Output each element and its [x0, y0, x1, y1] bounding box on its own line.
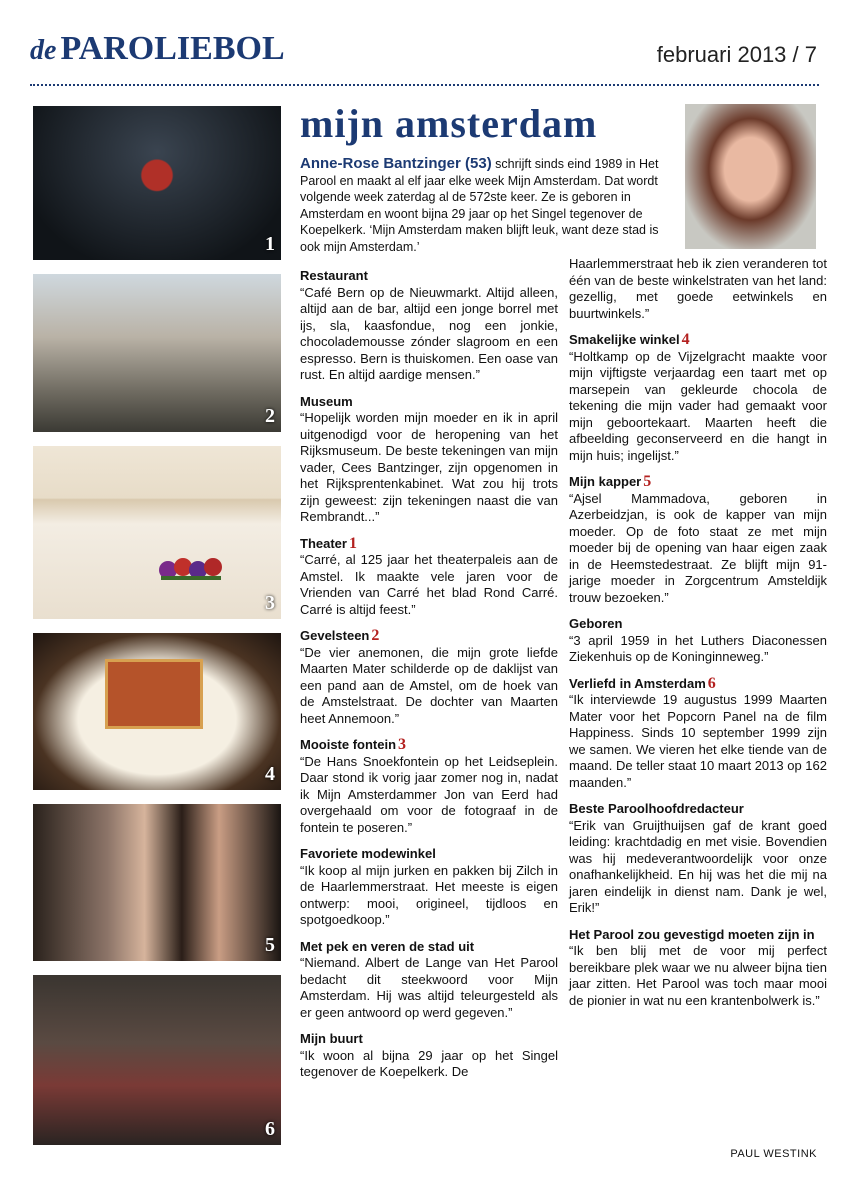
article-title: mijn amsterdam [300, 101, 598, 146]
photo-number: 3 [265, 592, 275, 614]
article-section [569, 801, 827, 917]
photo-cake [33, 633, 281, 790]
section-text: “Ik interviewde 19 augustus 1999 Maarten Mater voor het Popcorn Panel na de film Happiness. Sinds 10 september 1999 zijn we samen. We vieren het elke tiende van de maand. De teller staat 10 maart 2013 op 162 maanden.” [569, 692, 827, 790]
photo-number: 1 [265, 233, 275, 255]
section-text: “De vier anemonen, die mijn grote liefde Maarten Mater schilderde op de daklijst van een pand aan de Amstel, om de hoek van de Amstelstraat. De dochter van Maarten heet Annemoon.” [300, 644, 558, 726]
section-heading [300, 1031, 558, 1048]
article-section [300, 394, 558, 526]
article-section [569, 474, 827, 606]
section-text: “Niemand. Albert de Lange van Het Parool bedacht dit steekwoord voor Mijn Amsterdam. Hij was altijd teleurgesteld als er geen antwoord op werd gegeven.” [300, 955, 558, 1020]
article-intro [300, 156, 670, 255]
article-section [300, 1031, 558, 1081]
photo-fountain [33, 274, 281, 432]
section-photo-number: 6 [707, 674, 716, 692]
section-photo-number: 3 [398, 736, 407, 753]
section-heading-text: Museum [300, 393, 353, 409]
section-text: “Ik woon al bijna 29 jaar op het Singel tegenover de Koepelkerk. De [300, 1047, 558, 1079]
section-heading [569, 927, 827, 944]
section-photo-number: 2 [371, 627, 380, 644]
photo-number: 6 [265, 1118, 275, 1140]
section-text: “Ajsel Mammadova, geboren in Azerbeidzjan, is ook de kapper van mijn moeder. Op de foto staat ze met mijn moeder bij de opening van haar eigen zaak in de Heemstedestraat. Ze blijft mijn 91-jarige moeder in Zorgcentrum Amsteldijk trouw bezoeken.” [569, 490, 827, 605]
section-heading-text: Met pek en veren de stad uit [300, 938, 475, 954]
section-heading [300, 939, 558, 956]
intro-lead: Anne-Rose Bantzinger (53) [300, 155, 492, 172]
section-heading [300, 536, 558, 553]
section-heading-text: Het Parool zou gevestigd moeten zijn in [569, 926, 815, 942]
article-section [300, 737, 558, 836]
photo-number: 2 [265, 405, 275, 427]
photo-hairdresser [33, 804, 281, 961]
article-section [569, 256, 827, 322]
section-heading-text: Mijn buurt [300, 1031, 363, 1046]
photo-gevelsteen [33, 446, 281, 619]
photo-column [33, 106, 281, 1159]
section-heading [300, 628, 558, 645]
masthead-name: PAROLIEBOL [60, 30, 285, 67]
page-label: februari 2013 / 7 [656, 42, 817, 67]
section-heading [300, 737, 558, 754]
section-heading [569, 676, 827, 693]
photo-number: 5 [265, 934, 275, 956]
article-section [300, 846, 558, 929]
section-text: Haarlemmerstraat heb ik zien veranderen tot één van de beste winkelstraten van het land: gezellig, met goede eetwinkels en buurtwinkels.” [569, 256, 827, 321]
section-text: “Ik ben blij met de voor mij perfect bereikbare plek waar we nu alweer bijna tien jaar zitten. Het Parool was toch maar mooi de pionier in wat nu een krantenbolwerk is.” [569, 943, 827, 1008]
masthead [30, 30, 285, 68]
section-heading [569, 332, 827, 349]
section-heading [300, 846, 558, 863]
article-section [569, 332, 827, 464]
header-divider [30, 84, 819, 86]
article-section [300, 268, 558, 384]
section-photo-number: 1 [348, 534, 357, 552]
section-heading [569, 616, 827, 633]
section-heading-text: Mijn kapper [569, 474, 642, 489]
article-section [300, 536, 558, 619]
photo-carre [33, 106, 281, 260]
section-heading-text: Theater [300, 535, 347, 551]
photo-credit: PAUL WESTINK [730, 1148, 817, 1160]
article-section [569, 676, 827, 792]
section-heading-text: Favoriete modewinkel [300, 846, 436, 861]
section-text: “Carré, al 125 jaar het theaterpaleis aan de Amstel. Ik maakte vele jaren voor de Vrienden van Carré het blad Rond Carré. Carré is altijd feest.” [300, 552, 558, 617]
section-heading [300, 268, 558, 285]
section-text: “Café Bern op de Nieuwmarkt. Altijd alleen, altijd aan de bar, altijd een jonge borrel met ijs, sla, kaasfondue, nog een jonkie, chocolademousse zónder slagroom en een espresso. Bern is thuiskomen. Een oase van rust. En altijd aardige mensen.” [300, 284, 558, 382]
masthead-prefix: de [30, 35, 57, 66]
section-heading-text: Smakelijke winkel [569, 332, 680, 347]
section-heading-text: Restaurant [300, 268, 368, 283]
section-photo-number: 4 [681, 331, 690, 348]
section-text: “Erik van Gruijthuijsen gaf de krant goed leiding: krachtdadig en met visie. Bovendien was hij medeverantwoordelijk voor onze onafhankelijkheid. En hij was het die mij na jaren eindelijk in dienst nam. Dank je wel, Erik!” [569, 817, 827, 915]
section-heading [569, 801, 827, 818]
author-portrait [685, 104, 816, 249]
section-heading [569, 474, 827, 491]
section-text: “Ik koop al mijn jurken en pakken bij Zilch in de Haarlemmerstraat. Het meeste is eigen ontwerp: mooi, origineel, tijdloos en spotgoedkoop.” [300, 862, 558, 927]
section-heading [300, 394, 558, 411]
section-heading-text: Beste Paroolhoofdredacteur [569, 801, 744, 816]
section-heading-text: Verliefd in Amsterdam [569, 675, 706, 691]
article-column-b [569, 256, 827, 1019]
section-text: “De Hans Snoekfontein op het Leidseplein. Daar stond ik vorig jaar zomer nog in, nadat ik Mijn Amsterdammer Jon van Eerd had overgehaald om voor de fotograaf in de fontein te poseren.” [300, 753, 558, 835]
section-photo-number: 5 [643, 473, 652, 490]
photo-couple [33, 975, 281, 1145]
article-section [300, 628, 558, 727]
section-heading-text: Geboren [569, 616, 623, 631]
article-section [569, 927, 827, 1010]
section-heading-text: Gevelsteen [300, 628, 370, 643]
cake-drawing [105, 659, 203, 729]
section-text: “Hopelijk worden mijn moeder en ik in april uitgenodigd voor de heropening van het Rijksmuseum. De beste tekeningen van mijn vader, Cees Bantzinger, zijn opgenomen in het Rijksprentenkabinet. Wat zou hij trots zijn geweest: zijn tekeningen naast die van Rembrandt...” [300, 410, 558, 524]
intro-text: schrijft sinds eind 1989 in Het Parool en maakt al elf jaar elke week Mijn Amsterdam. Dat wordt volgende week zaterdag al de 572ste keer. Ze is geboren in Amsterdam en woont bijna 29 jaar op het Singel tegenover de Koepelkerk. ‘Mijn Amsterdam maken blijft leuk, want deze stad is ook mijn Amsterdam.’ [300, 157, 659, 254]
section-text: “3 april 1959 in het Luthers Diaconessen Ziekenhuis op de Koninginneweg.” [569, 632, 827, 664]
section-heading-text: Mooiste fontein [300, 737, 397, 752]
article-column-a [300, 268, 558, 1091]
article-section [300, 939, 558, 1022]
article-section [569, 616, 827, 666]
anemone-flowers-icon [33, 446, 281, 619]
section-text: “Holtkamp op de Vijzelgracht maakte voor mijn vijftigste verjaardag een taart met op marsepein van gekleurde chocola de tekening die mijn vader had gemaakt voor mijn geboortekaart. Maarten heeft die afbeelding geconserveerd en die hangt in mijn huis; ingelijst.” [569, 348, 827, 463]
photo-number: 4 [265, 763, 275, 785]
